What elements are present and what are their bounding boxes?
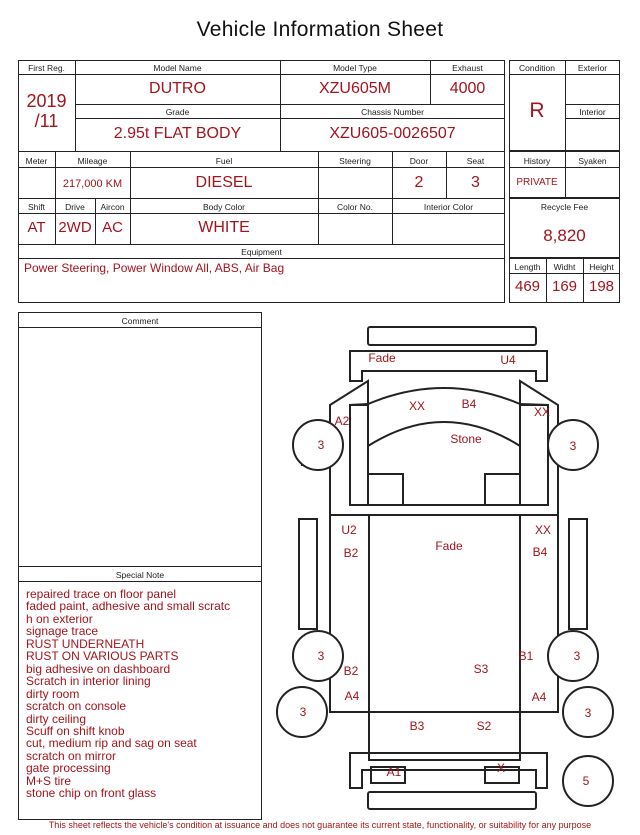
width-label: Widht: [553, 262, 576, 272]
shift-value: AT: [27, 219, 46, 236]
model-type-value: XZU605M: [318, 80, 392, 97]
aircon-label: Aircon: [100, 202, 125, 212]
mileage-label: Mileage: [77, 156, 108, 166]
special-note-item: RUST ON VARIOUS PARTS: [26, 649, 179, 664]
special-note-item: Scratch in interior lining: [26, 674, 151, 689]
steering-label: Steering: [339, 156, 371, 166]
mark-a4-right: A4: [531, 690, 547, 704]
special-note-item: dirty ceiling: [26, 711, 87, 726]
color-no-label: Color No.: [337, 202, 373, 212]
length-label: Length: [514, 262, 541, 272]
seat-value: 3: [471, 174, 480, 191]
first-reg-label: First Reg.: [28, 63, 65, 73]
mark-s3: S3: [473, 662, 489, 676]
special-note-item: faded paint, adhesive and small scratc: [26, 599, 231, 614]
mark-xx-right: XX: [533, 405, 551, 419]
condition-value: R: [529, 99, 545, 122]
mark-x-rear: X: [496, 761, 506, 775]
body-color-label: Body Color: [202, 202, 246, 212]
tire-fr-number: 3: [569, 439, 577, 453]
mark-b2-lower: B2: [343, 664, 359, 678]
model-name-label: Model Name: [153, 63, 202, 73]
first-reg-year: 2019: [26, 91, 67, 111]
chassis-number-value: XZU605-0026507: [329, 125, 456, 142]
drive-label: Drive: [65, 202, 85, 212]
mark-b2-upper: B2: [343, 546, 359, 560]
recycle-fee-value: 8,820: [543, 226, 586, 245]
mark-u4: U4: [500, 353, 516, 367]
mark-b4-top: B4: [461, 397, 477, 411]
door-label: Door: [409, 156, 429, 166]
syaken-label: Syaken: [578, 156, 607, 166]
mark-xx-mid: XX: [534, 523, 552, 537]
model-type-label: Model Type: [333, 63, 377, 73]
special-note-item: h on exterior: [26, 611, 93, 626]
exhaust-value: 4000: [449, 80, 486, 97]
special-note-item: RUST UNDERNEATH: [26, 636, 145, 651]
special-note-item: cut, medium rip and sag on seat: [26, 736, 197, 751]
special-note-item: scratch on console: [26, 699, 127, 714]
chassis-number-label: Chassis Number: [361, 107, 424, 117]
special-note-item: stone chip on front glass: [26, 786, 157, 801]
tire-mr-number: 3: [573, 649, 581, 663]
condition-label: Condition: [519, 63, 555, 73]
sheet-title: Vehicle Information Sheet: [196, 18, 444, 41]
tire-fl-number: 3: [317, 438, 325, 452]
mark-stone: Stone: [450, 432, 482, 446]
height-label: Height: [589, 262, 614, 272]
mark-a2: A2: [334, 414, 350, 428]
mark-a1: A1: [386, 765, 402, 779]
mark-a4-left: A4: [344, 689, 360, 703]
grade-value: 2.95t FLAT BODY: [113, 125, 242, 142]
mark-b4-right: B4: [532, 545, 548, 559]
special-note-item: Scuff on shift knob: [26, 723, 125, 738]
equipment-label: Equipment: [241, 247, 282, 257]
width-value: 169: [551, 278, 578, 295]
history-value: PRIVATE: [516, 177, 558, 188]
mark-b1: B1: [518, 649, 534, 663]
mark-s2: S2: [476, 719, 492, 733]
special-note-item: scratch on mirror: [26, 748, 117, 763]
recycle-fee-label: Recycle Fee: [540, 202, 589, 212]
truck-damage-diagram: [270, 318, 640, 818]
mark-u2: U2: [341, 523, 357, 537]
mark-fade-bed: Fade: [435, 539, 463, 553]
grade-label: Grade: [165, 107, 190, 117]
special-note-item: M+S tire: [26, 773, 72, 788]
exterior-label: Exterior: [577, 63, 608, 73]
meter-label: Meter: [25, 156, 48, 166]
shift-label: Shift: [27, 202, 45, 212]
aircon-value: AC: [102, 219, 123, 236]
model-name-value: DUTRO: [149, 80, 206, 97]
door-value: 2: [414, 174, 424, 191]
body-color-value: WHITE: [198, 219, 250, 236]
special-note-item: repaired trace on floor panel: [26, 587, 177, 601]
mileage-value: 217,000 KM: [62, 178, 123, 190]
mark-b3: B3: [409, 719, 425, 733]
special-note-item: signage trace: [26, 624, 99, 639]
special-note-item: gate processing: [26, 761, 111, 776]
drive-value: 2WD: [58, 219, 92, 236]
tire-rr-number: 3: [584, 706, 592, 720]
history-label: History: [523, 156, 551, 166]
interior-color-label: Interior Color: [423, 202, 474, 212]
disclaimer-footer: This sheet reflects the vehicle's condition at issuance and does not guarantee its current state, functionality, or suitability for any purpose: [48, 820, 592, 830]
height-value: 198: [588, 278, 615, 295]
mark-fade-front: Fade: [368, 351, 396, 365]
length-value: 469: [514, 278, 541, 295]
special-note-item: dirty room: [26, 686, 80, 701]
fuel-label: Fuel: [215, 156, 233, 166]
equipment-value: Power Steering, Power Window All, ABS, Air Bag: [24, 261, 285, 275]
fuel-value: DIESEL: [195, 174, 253, 191]
interior-label: Interior: [579, 107, 606, 117]
special-note-list: [26, 588, 260, 800]
tire-ml-number: 3: [317, 649, 325, 663]
first-reg-month: /11: [34, 111, 59, 131]
comment-label: Comment: [121, 316, 159, 326]
seat-label: Seat: [466, 156, 485, 166]
tire-rl-number: 3: [299, 705, 307, 719]
exhaust-label: Exhaust: [452, 63, 483, 73]
spare-number: 5: [582, 774, 590, 788]
special-note-item: big adhesive on dashboard: [26, 661, 171, 676]
special-note-label: Special Note: [115, 570, 165, 580]
mark-xx-left: XX: [408, 399, 426, 413]
